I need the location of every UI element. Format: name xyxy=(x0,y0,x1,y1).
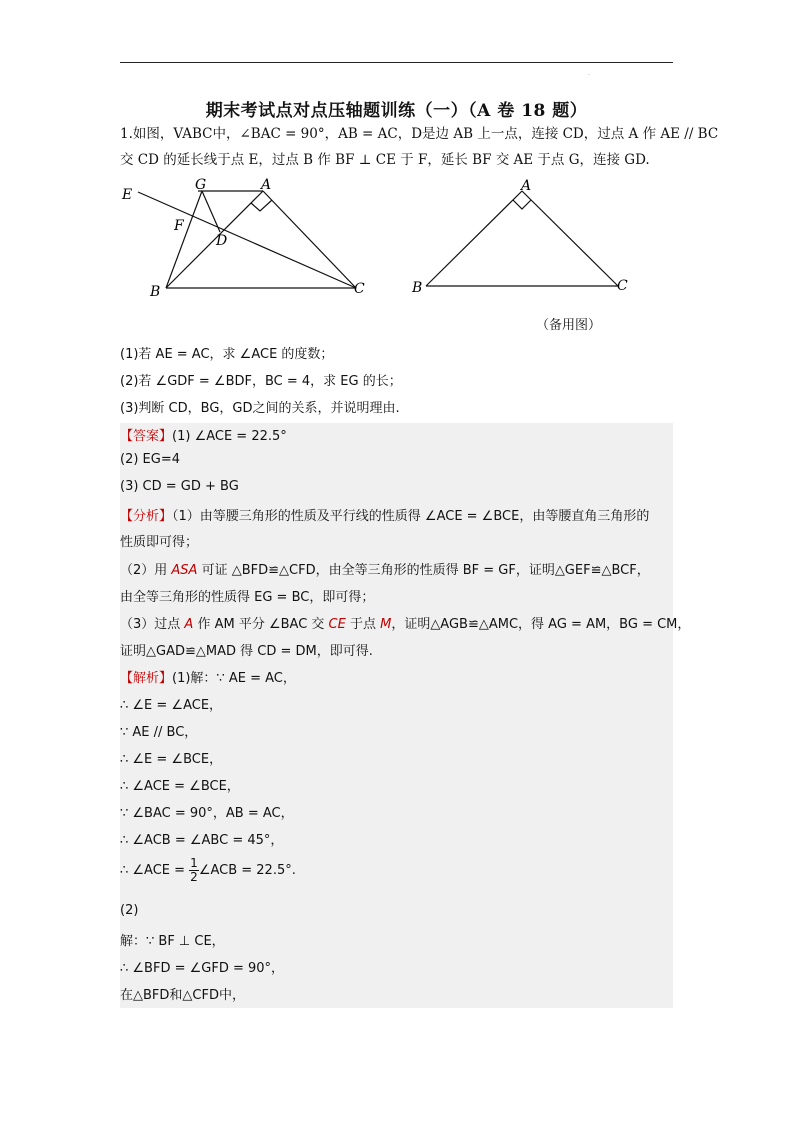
right-angle-mark xyxy=(251,200,272,211)
solution-s3: ∴ ∠E = ∠BCE， xyxy=(120,752,223,767)
fraction-denominator: 2 xyxy=(190,870,198,884)
analysis-p1b: 性质即可得； xyxy=(120,535,199,550)
solution-s9: 解：∵ BF ⊥ CE， xyxy=(120,934,225,949)
solution-s2: ∵ AE // BC， xyxy=(120,725,198,740)
problem-line-1: 1.如图，VABC中，∠BAC = 90°，AB = AC，D是边 AB 上一点，连接 CD，过点 A 作 AE // BC xyxy=(120,126,719,142)
segment-BG xyxy=(166,191,202,288)
solution-s4: ∴ ∠ACE = ∠BCE， xyxy=(120,779,240,794)
analysis-p3-mid: 作 AM 平分 ∠BAC 交 xyxy=(193,617,329,632)
backup-segment-AB xyxy=(426,191,522,286)
solution-s6: ∴ ∠ACB = ∠ABC = 45°， xyxy=(120,833,284,848)
analysis-asa: ASA xyxy=(171,563,198,578)
solution-s7 xyxy=(120,857,296,884)
label-A: A xyxy=(261,177,272,193)
solution-s11: 在△BFD和△CFD中， xyxy=(120,988,245,1003)
header-dot: · xyxy=(588,72,590,79)
analysis-p2-post: 可证 △BFD≌△CFD，由全等三角形的性质得 BF = GF，证明△GEF≌△BCF， xyxy=(197,563,650,578)
question-3: (3)判断 CD，BG，GD之间的关系，并说明理由. xyxy=(120,401,400,416)
page-title: 期末考试点对点压轴题训练（一）（A 卷 18 题） xyxy=(205,101,588,121)
backup-segment-AC xyxy=(522,191,618,286)
analysis-tag: 【分析】 xyxy=(120,509,173,524)
solution-s0: (1)解：∵ AE = AC， xyxy=(172,671,296,686)
question-1: (1)若 AE = AC，求 ∠ACE 的度数； xyxy=(120,347,334,362)
backup-label-A: A xyxy=(521,178,532,194)
solution-s8: (2) xyxy=(120,903,139,918)
label-F: F xyxy=(174,218,184,234)
analysis-point-m: M xyxy=(380,617,392,632)
label-D: D xyxy=(216,233,228,249)
geometry-figure xyxy=(110,172,650,307)
backup-label-C: C xyxy=(617,278,628,294)
answer-tag: 【答案】 xyxy=(120,429,173,444)
analysis-p3-pre: （3）过点 xyxy=(120,617,185,632)
solution-s10: ∴ ∠BFD = ∠GFD = 90°， xyxy=(120,961,285,976)
answer-line-1 xyxy=(120,425,287,444)
solution-tag: 【解析】 xyxy=(120,671,173,686)
label-E: E xyxy=(122,187,133,203)
label-B: B xyxy=(150,284,161,300)
header-rule xyxy=(120,62,673,63)
analysis-ce: CE xyxy=(328,617,346,632)
analysis-p3b: 证明△GAD≌△MAD 得 CD = DM，即可得. xyxy=(120,644,373,659)
segment-AC xyxy=(263,191,356,288)
analysis-line-1 xyxy=(120,505,649,524)
label-G: G xyxy=(195,177,207,193)
problem-line-2: 交 CD 的延长线于点 E，过点 B 作 BF ⊥ CE 于 F，延长 BF 交 AE 于点 G，连接 GD. xyxy=(120,152,650,168)
answer-2: (2) EG=4 xyxy=(120,452,180,467)
analysis-point-a: A xyxy=(184,617,194,632)
solution-s5: ∵ ∠BAC = 90°，AB = AC， xyxy=(120,806,294,821)
analysis-p3-post: ，证明△AGB≌△AMC，得 AG = AM，BG = CM， xyxy=(391,617,691,632)
segment-AB xyxy=(166,191,263,288)
answer-1: (1) ∠ACE = 22.5° xyxy=(172,429,287,444)
backup-label-B: B xyxy=(412,280,423,296)
figure-caption: （备用图） xyxy=(536,318,602,333)
solution-s7-pre: ∴ ∠ACE = xyxy=(120,863,190,878)
label-C: C xyxy=(354,281,365,297)
fraction-half xyxy=(189,857,199,884)
analysis-line-3 xyxy=(120,613,690,632)
question-2: (2)若 ∠GDF = ∠BDF，BC = 4，求 EG 的长； xyxy=(120,374,402,389)
solution-s1: ∴ ∠E = ∠ACE， xyxy=(120,698,223,713)
analysis-p1a: （1）由等腰三角形的性质及平行线的性质得 ∠ACE = ∠BCE，由等腰直角三角形的 xyxy=(172,509,650,524)
analysis-p2b: 由全等三角形的性质得 EG = BC，即可得； xyxy=(120,590,375,605)
analysis-line-2 xyxy=(120,559,650,578)
answer-3: (3) CD = GD + BG xyxy=(120,479,239,494)
segment-GD xyxy=(202,191,220,232)
solution-line-0 xyxy=(120,667,296,686)
solution-s7-post: ∠ACB = 22.5°. xyxy=(198,863,296,878)
analysis-p3-mid2: 于点 xyxy=(345,617,381,632)
analysis-p2-pre: （2）用 xyxy=(120,563,172,578)
backup-right-angle-mark xyxy=(513,200,531,209)
fraction-numerator: 1 xyxy=(190,856,198,870)
